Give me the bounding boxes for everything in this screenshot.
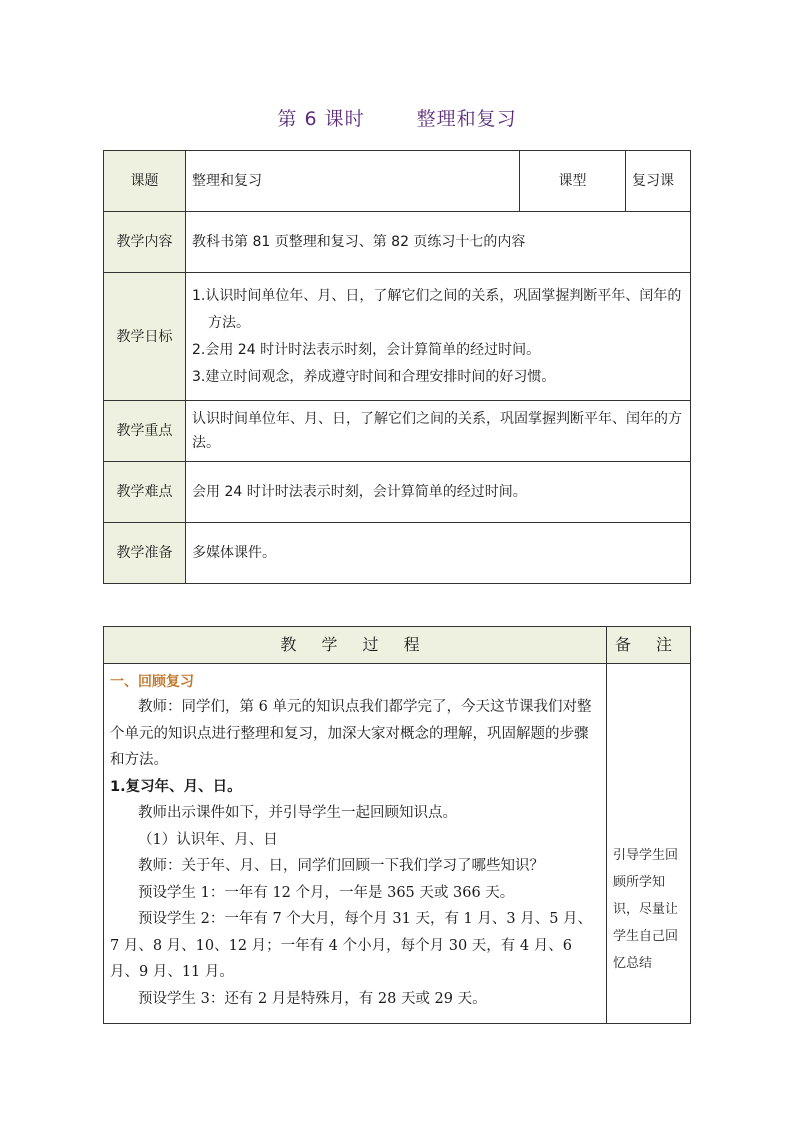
prep-row	[104, 523, 691, 584]
paragraph: 教师：关于年、月、日，同学们回顾一下我们学习了哪些知识？	[138, 858, 544, 874]
goals-row	[104, 273, 691, 401]
prep-value: 多媒体课件。	[186, 523, 691, 584]
type-value: 复习课	[626, 151, 691, 212]
goals-list	[186, 273, 691, 401]
topic-label: 课题	[104, 151, 186, 212]
subheading: 1.复习年、月、日。	[110, 778, 242, 795]
goal-item: 1.认识时间单位年、月、日，了解它们之间的关系，巩固掌握判断平年、闰年的方法。	[192, 287, 682, 331]
paragraph: 预设学生 3：还有 2 月是特殊月，有 28 天或 29 天。	[138, 990, 487, 1007]
content-value: 教科书第 81 页整理和复习、第 82 页练习十七的内容	[186, 212, 691, 273]
teaching-process-table	[103, 626, 691, 1024]
topic-value: 整理和复习	[186, 151, 520, 212]
paragraph: （1）认识年、月、日	[138, 831, 278, 848]
key-point-row	[104, 401, 691, 462]
goals-label: 教学日标	[104, 273, 186, 401]
process-header-row	[104, 627, 691, 664]
page-title	[0, 104, 794, 131]
goal-item: 3.建立时间观念，养成遵守时间和合理安排时间的好习惯。	[192, 368, 556, 385]
paragraph: 预设学生 2：一年有 7 个大月，每个月 31 天，有 1 月、3 月、5 月、7 月、8 月、10、12 月；一年有 4 个小月，每个月 30 天，有 4 月、6 月、9 月、11 月。	[110, 911, 593, 980]
type-label: 课型	[520, 151, 626, 212]
teacher-note: 引导学生回顾所学知识，尽量让学生自己回忆总结	[607, 664, 691, 1024]
content-label: 教学内容	[104, 212, 186, 273]
key-point-value: 认识时间单位年、月、日，了解它们之间的关系，巩固掌握判断平年、闰年的方法。	[186, 401, 691, 462]
paragraph: 教师出示课件如下，并引导学生一起回顾知识点。	[138, 805, 457, 821]
difficulty-row	[104, 462, 691, 523]
process-content	[104, 664, 607, 1024]
difficulty-label: 教学难点	[104, 462, 186, 523]
key-point-label: 教学重点	[104, 401, 186, 462]
lesson-number: 第 6 课时	[277, 108, 365, 130]
paragraph: 教师：同学们，第 6 单元的知识点我们都学完了，今天这节课我们对整个单元的知识点进行整理和复习，加深大家对概念的理解，巩固解题的步骤和方法。	[110, 699, 592, 768]
lesson-name: 整理和复习	[416, 108, 517, 130]
content-row	[104, 212, 691, 273]
section-heading: 一、回顾复习	[110, 674, 194, 690]
paragraph: 预设学生 1：一年有 12 个月，一年是 365 天或 366 天。	[138, 884, 515, 901]
process-header: 教 学 过 程	[104, 627, 607, 664]
difficulty-value: 会用 24 时计时法表示时刻，会计算简单的经过时间。	[186, 462, 691, 523]
prep-label: 教学准备	[104, 523, 186, 584]
topic-row	[104, 151, 691, 212]
goal-item: 2.会用 24 时计时法表示时刻，会计算简单的经过时间。	[192, 341, 541, 358]
notes-header: 备 注	[607, 627, 691, 664]
lesson-info-table	[103, 150, 691, 584]
process-body-row	[104, 664, 691, 1024]
